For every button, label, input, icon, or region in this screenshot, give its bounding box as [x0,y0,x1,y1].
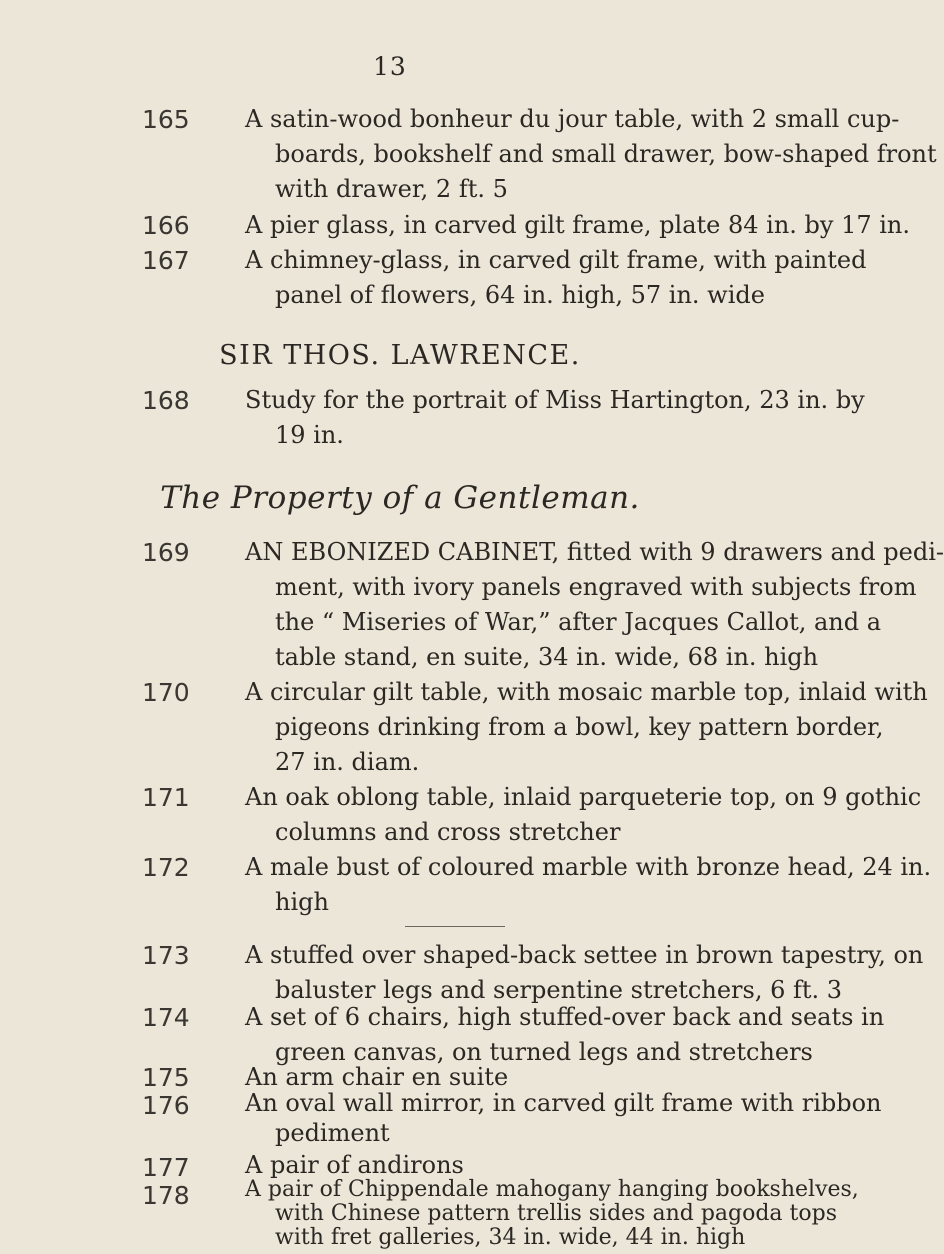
lot-line: with drawer, 2 ft. 5 [275,175,508,203]
lot-line: columns and cross stretcher [275,818,621,846]
lot-number: 176 [142,1091,190,1120]
lot-description [245,1088,882,1148]
lot-description [245,780,922,850]
lot-description [245,102,937,207]
lot-description [245,1150,765,1180]
lot-number: 171 [142,783,190,812]
lot-line: An oak oblong table, inlaid parqueterie top, on 9 gothic [245,783,922,811]
lot-line: A satin-wood bonheur du jour table, with 2 small cup- [245,105,900,133]
lot-description [245,1177,859,1250]
lot-line: green canvas, on turned legs and stretchers [275,1038,813,1066]
lot-line: A stuffed over shaped-back settee in brown tapestry, on [245,941,924,969]
page-number: 13 [373,52,407,81]
lot-number: 173 [142,941,190,970]
lot-number: 169 [142,538,190,567]
lot-number: 174 [142,1003,190,1032]
lot-number: 177 [142,1153,190,1182]
lot-number: 170 [142,678,190,707]
lot-line: A pair of Chippendale mahogany hanging bookshelves, [245,1177,859,1202]
lot-line: table stand, en suite, 34 in. wide, 68 in. high [275,643,819,671]
lot-line: 19 in. [275,421,344,449]
lot-number: 172 [142,853,190,882]
property-heading: The Property of a Gentleman. [160,480,640,516]
lot-line: A pier glass, in carved gilt frame, plate 84 in. by 17 in. [245,211,911,239]
lot-description [245,938,924,1008]
lot-line: baluster legs and serpentine stretchers, 6 ft. 3 [275,976,843,1004]
lot-line: 27 in. diam. [275,748,420,776]
lot-description [245,850,932,920]
lot-description [245,243,867,313]
lot-line: An oval wall mirror, in carved gilt frame with ribbon [245,1089,882,1117]
lot-number: 178 [142,1181,190,1210]
lot-line: the “ Miseries of War,” after Jacques Callot, and a [275,608,882,636]
lot-line: An arm chair en suite [245,1063,509,1091]
lot-line: Study for the portrait of Miss Hartington, 23 in. by [245,386,865,414]
lot-description [245,535,944,675]
lot-line: A chimney-glass, in carved gilt frame, with painted [245,246,867,274]
lot-line: high [275,888,329,916]
lot-description [245,383,865,453]
section-rule [405,926,505,927]
lot-line: A male bust of coloured marble with bronze head, 24 in. [245,853,932,881]
lot-line: pigeons drinking from a bowl, key pattern border, [275,713,884,741]
lot-line: boards, bookshelf and small drawer, bow-shaped front [275,140,937,168]
lot-number: 168 [142,386,190,415]
lot-line: panel of flowers, 64 in. high, 57 in. wide [275,281,765,309]
lot-number: 166 [142,211,190,240]
lot-line: A set of 6 chairs, high stuffed-over back and seats in [245,1003,885,1031]
lot-line: A circular gilt table, with mosaic marble top, inlaid with [245,678,928,706]
lot-line: with fret galleries, 34 in. wide, 44 in. high [275,1225,746,1250]
lot-line: ment, with ivory panels engraved with subjects from [275,573,917,601]
lot-line: with Chinese pattern trellis sides and pagoda tops [275,1201,837,1226]
lot-number: 175 [142,1063,190,1092]
artist-heading: SIR THOS. LAWRENCE. [219,340,581,371]
lot-line: A pair of andirons [245,1151,464,1179]
lot-line: AN EBONIZED CABINET, fitted with 9 drawers and pedi- [245,538,944,566]
lot-number: 165 [142,105,190,134]
lot-description [245,208,911,243]
lot-line: pediment [275,1119,390,1147]
lot-number: 167 [142,246,190,275]
lot-description [245,675,928,780]
